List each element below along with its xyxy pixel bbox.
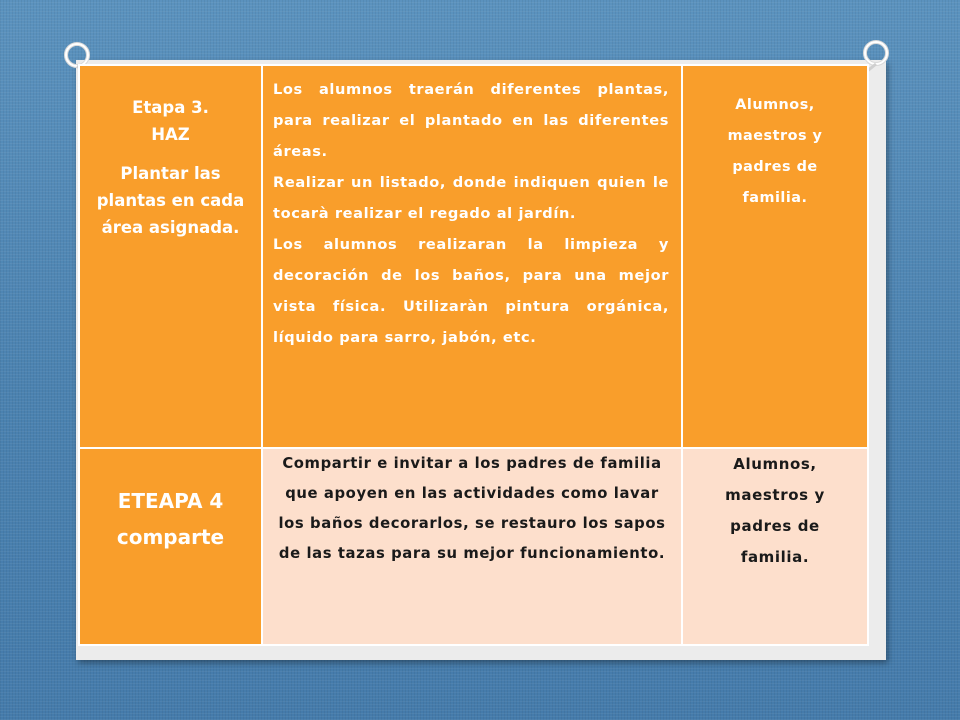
participants-cell bbox=[682, 448, 868, 645]
stage-cell bbox=[79, 65, 262, 448]
activity-table bbox=[78, 64, 869, 646]
stage-number: ETEAPA 4 bbox=[117, 489, 224, 513]
participants-cell bbox=[682, 65, 868, 448]
participants-text: Alumnos, maestros y padres de familia. bbox=[727, 97, 823, 206]
participants-text: Alumnos, maestros y padres de familia. bbox=[725, 455, 825, 566]
stage-number: Etapa 3. bbox=[132, 98, 209, 117]
stage-name: HAZ bbox=[151, 125, 190, 144]
activities-cell bbox=[262, 65, 682, 448]
table-row bbox=[79, 448, 868, 645]
activity-text: Compartir e invitar a los padres de familia que apoyen en las actividades como lavar los baños decorarlos, se restauro los sapos de las tazas para su mejor funcionamiento. bbox=[278, 455, 666, 562]
stage-cell bbox=[79, 448, 262, 645]
stage-description: Plantar las plantas en cada área asignada. bbox=[96, 164, 245, 237]
activity-text: Realizar un listado, donde indiquen quien le tocarà realizar el regado al jardín. bbox=[273, 174, 669, 222]
table-row bbox=[79, 65, 868, 448]
activity-text: Los alumnos traerán diferentes plantas, para realizar el plantado en las diferentes áreas. bbox=[273, 81, 669, 160]
activity-text: Los alumnos realizaran la limpieza y decoración de los baños, para una mejor vista física. Utilizaràn pintura orgánica, líquido para sarro, jabón, etc. bbox=[273, 236, 669, 346]
activities-cell bbox=[262, 448, 682, 645]
stage-name: comparte bbox=[116, 525, 225, 549]
